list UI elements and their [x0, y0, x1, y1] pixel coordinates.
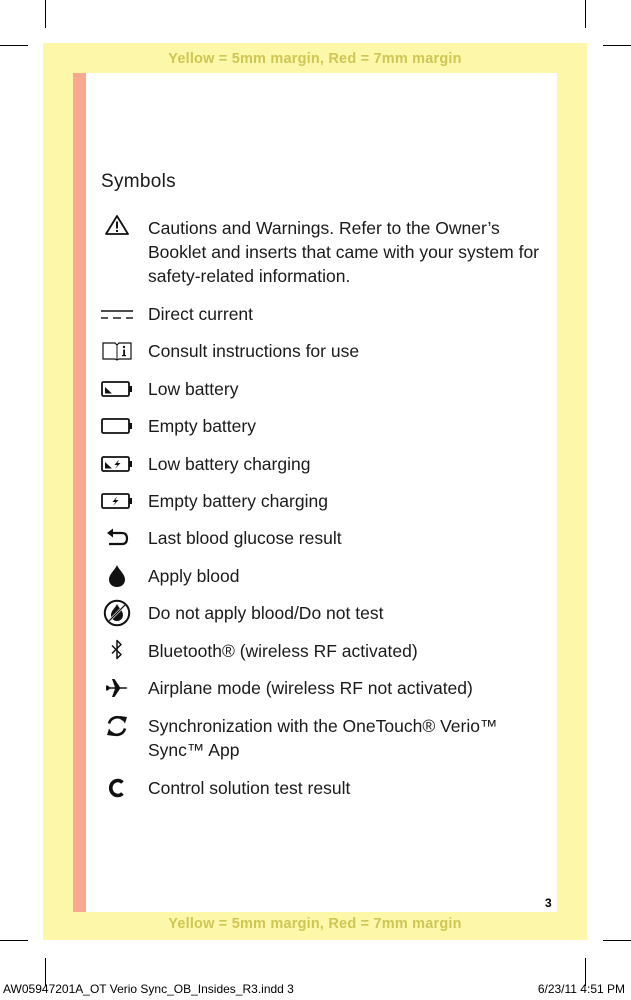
last-result-arrow-icon — [98, 526, 136, 550]
sync-icon — [98, 714, 136, 738]
airplane-icon — [98, 676, 136, 700]
control-solution-c-icon — [98, 776, 136, 800]
slug-filename: AW05947201A_OT Verio Sync_OB_Insides_R3.indd 3 — [3, 982, 294, 996]
no-blood-drop-icon — [98, 601, 136, 625]
symbol-description: Bluetooth® (wireless RF activated) — [148, 641, 418, 661]
blood-drop-icon — [98, 564, 136, 588]
symbol-description: Consult instructions for use — [148, 341, 360, 361]
symbol-description: Synchronization with the OneTouch® Verio™ Sync™ App — [148, 716, 498, 760]
symbol-description: Cautions and Warnings. Refer to the Owner’s Booklet and inserts that came with your system for safety-related information. — [148, 218, 539, 286]
page-number: 3 — [545, 896, 552, 910]
crop-mark — [585, 0, 586, 28]
empty-battery-charging-icon — [98, 489, 136, 513]
symbol-description: Do not apply blood/Do not test — [148, 603, 384, 623]
symbol-description: Apply blood — [148, 566, 240, 586]
bluetooth-icon — [98, 639, 136, 663]
red-margin-strip — [73, 73, 86, 912]
warning-triangle-icon — [98, 213, 136, 237]
margin-note-bottom: Yellow = 5mm margin, Red = 7mm margin — [168, 916, 462, 932]
margin-note-top: Yellow = 5mm margin, Red = 7mm margin — [168, 51, 462, 67]
symbol-description: Empty battery charging — [148, 491, 328, 511]
low-battery-icon — [98, 377, 136, 401]
empty-battery-icon — [98, 414, 136, 438]
crop-mark — [45, 0, 46, 28]
crop-mark — [0, 940, 28, 941]
symbol-description: Empty battery — [148, 416, 256, 436]
slug-date: 6/23/11 4:51 PM — [537, 982, 625, 996]
low-battery-charging-icon — [98, 452, 136, 476]
instructions-book-icon — [98, 339, 136, 363]
symbol-description: Last blood glucose result — [148, 528, 342, 548]
crop-mark — [0, 45, 28, 46]
symbol-description: Low battery charging — [148, 454, 311, 474]
symbol-description: Control solution test result — [148, 778, 351, 798]
symbol-description: Airplane mode (wireless RF not activated) — [148, 678, 473, 698]
page-title: Symbols — [101, 171, 176, 192]
direct-current-icon — [98, 302, 136, 326]
symbol-description: Direct current — [148, 304, 254, 324]
crop-mark — [603, 45, 631, 46]
symbol-description: Low battery — [148, 379, 239, 399]
crop-mark — [603, 940, 631, 941]
